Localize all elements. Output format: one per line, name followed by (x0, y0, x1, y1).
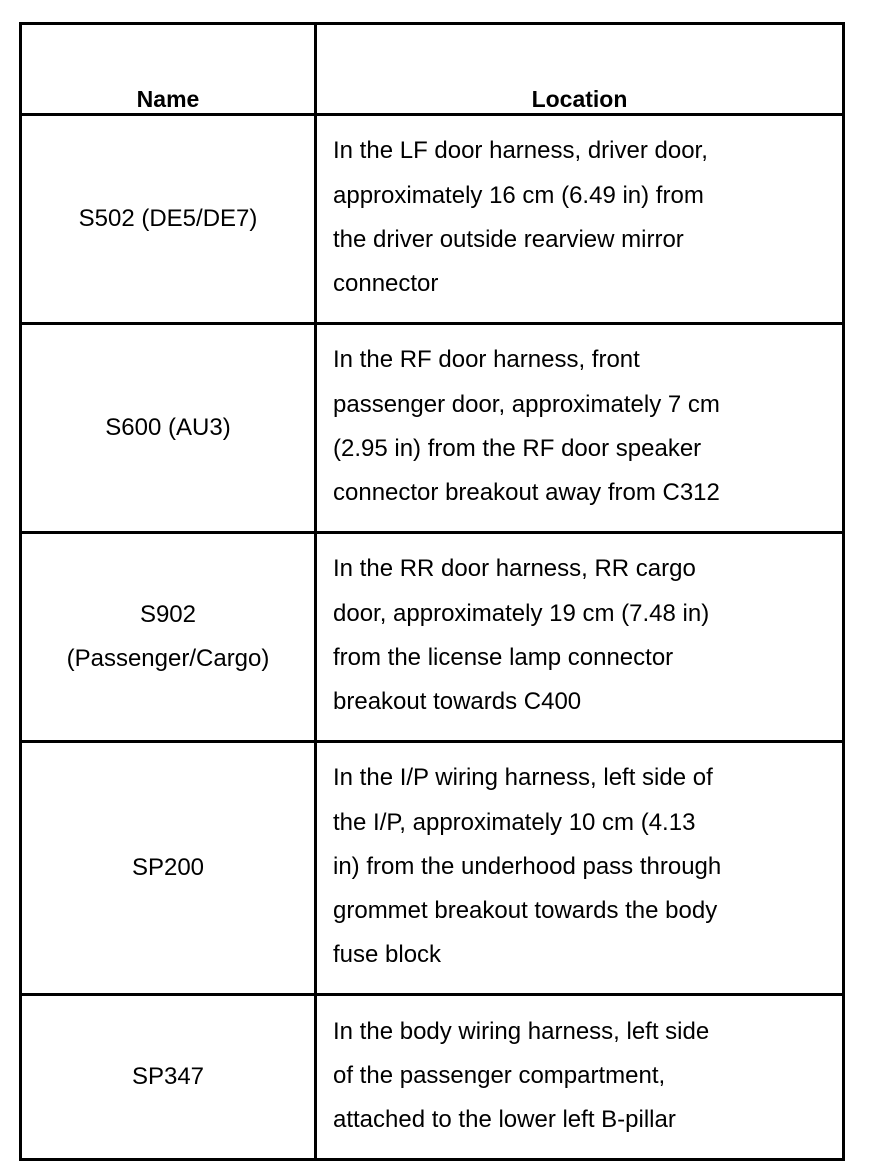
splice-name-cell: SP347 (22, 996, 317, 1158)
location-text: In the RF door harness, front passenger door, approximately 7 cm (2.95 in) from the RF door speaker connector breakout away from C312 (333, 346, 720, 507)
location-text: In the LF door harness, driver door, approximately 16 cm (6.49 in) from the driver outside rearview mirror connector (333, 137, 708, 298)
table-row (22, 534, 842, 743)
splice-name-cell: SP200 (22, 743, 317, 993)
column-header-location: Location (531, 86, 628, 112)
splice-location-table (19, 22, 845, 1161)
splice-location-cell (317, 534, 842, 740)
column-header-name: Name (22, 25, 317, 113)
splice-name-cell: S502 (DE5/DE7) (22, 116, 317, 322)
table-row (22, 116, 842, 325)
splice-location-cell (317, 743, 842, 993)
location-text: In the body wiring harness, left side of the passenger compartment, attached to the lower left B-pillar (333, 1017, 710, 1134)
splice-name-cell: S902 (Passenger/Cargo) (22, 534, 317, 740)
splice-name-cell: S600 (AU3) (22, 325, 317, 531)
splice-location-cell (317, 996, 842, 1158)
table-row (22, 325, 842, 534)
table-header-row (22, 25, 842, 116)
location-text: In the RR door harness, RR cargo door, approximately 19 cm (7.48 in) from the license lamp connector breakout towards C400 (333, 555, 710, 716)
table-row (22, 996, 842, 1161)
location-text: In the I/P wiring harness, left side of the I/P, approximately 10 cm (4.13 in) from the underhood pass through grommet breakout towards the body fuse block (333, 764, 722, 969)
table-row (22, 743, 842, 996)
splice-location-cell (317, 325, 842, 531)
splice-location-cell (317, 116, 842, 322)
